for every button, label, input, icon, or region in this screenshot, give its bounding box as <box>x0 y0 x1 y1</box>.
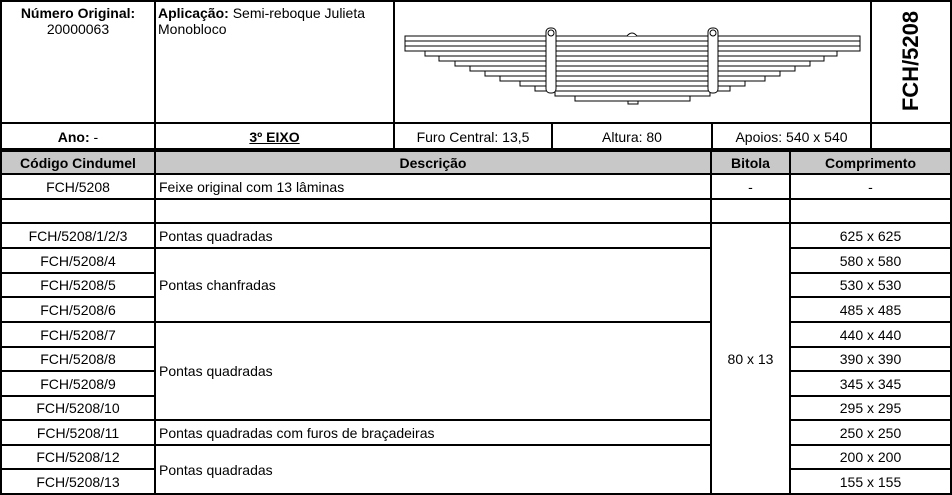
apoios: Apoios: 540 x 540 <box>713 124 872 148</box>
description-cell: Feixe original com 13 lâminas <box>156 175 712 200</box>
code-cell: FCH/5208/12 <box>2 446 156 470</box>
leaf-3 <box>405 46 860 51</box>
bitola-cell: - <box>712 175 791 200</box>
column-header: Descrição <box>156 152 712 175</box>
description-cell: Pontas chanfradas <box>156 249 712 323</box>
code-cell: FCH/5208/8 <box>2 348 156 372</box>
length-cell: 295 x 295 <box>791 397 950 421</box>
numero-original-value: 20000063 <box>46 21 110 37</box>
length-cell: 440 x 440 <box>791 323 950 348</box>
center-bolt-nut <box>628 101 638 104</box>
numero-original-cell <box>2 2 156 124</box>
ano-cell <box>2 124 156 148</box>
length-cell: 250 x 250 <box>791 421 950 446</box>
column-header: Comprimento <box>791 152 950 175</box>
altura: Altura: 80 <box>553 124 713 148</box>
length-cell: - <box>791 175 950 200</box>
leaf-12 <box>555 91 710 96</box>
aplicacao-value: Semi-reboque Julieta Monobloco <box>158 5 365 37</box>
code-cell: FCH/5208/11 <box>2 421 156 446</box>
aplicacao-text <box>156 2 393 37</box>
code-cell: FCH/5208/10 <box>2 397 156 421</box>
header-block <box>0 0 952 150</box>
ano-label: Ano: <box>57 129 90 145</box>
description-cell: Pontas quadradas com furos de braçadeiras <box>156 421 712 446</box>
leaf-spring-drawing-cell <box>395 2 872 124</box>
empty-cell <box>156 200 712 224</box>
leaf-4 <box>425 51 837 56</box>
code-cell: FCH/5208/5 <box>2 274 156 298</box>
leaf-7 <box>470 66 795 71</box>
leaf-6 <box>455 61 810 66</box>
leaf-1 <box>405 36 860 41</box>
right-clamp <box>708 28 718 93</box>
length-cell: 200 x 200 <box>791 446 950 470</box>
empty-cell <box>712 200 791 224</box>
eixo-cell: 3º EIXO <box>156 124 395 148</box>
length-cell: 155 x 155 <box>839 473 902 490</box>
bitola-merged-cell: 80 x 13 <box>712 224 791 493</box>
length-cell: 530 x 530 <box>791 274 950 298</box>
empty-cell <box>791 200 950 224</box>
description-cell: Pontas quadradas <box>156 224 712 249</box>
leaf-8 <box>485 71 780 76</box>
code-cell: FCH/5208 <box>2 175 156 200</box>
empty-cell <box>2 200 156 224</box>
left-clamp <box>546 28 556 93</box>
left-clamp-hole <box>548 30 554 36</box>
column-header: Código Cindumel <box>2 152 156 175</box>
center-bolt-head <box>627 33 637 36</box>
length-cell: 625 x 625 <box>791 224 950 249</box>
length-cell: 580 x 580 <box>791 249 950 274</box>
aplicacao-cell <box>156 2 395 124</box>
length-cell: 390 x 390 <box>791 348 950 372</box>
furo-central: Furo Central: 13,5 <box>395 124 553 148</box>
leaf-11 <box>535 86 730 91</box>
code-cell: FCH/5208/9 <box>2 372 156 397</box>
vertical-code-cell <box>872 2 950 124</box>
description-cell: Pontas quadradas <box>156 446 712 493</box>
leaf-spring-drawing <box>395 2 870 122</box>
code-cell: FCH/5208/7 <box>2 323 156 348</box>
code-cell: FCH/5208/4 <box>2 249 156 274</box>
code-cell: FCH/5208/6 <box>2 298 156 323</box>
aplicacao-label: Aplicação: <box>158 5 229 21</box>
code-cell: FCH/5208/1/2/3 <box>2 224 156 249</box>
description-cell: Pontas quadradas <box>156 323 712 421</box>
length-cell: 485 x 485 <box>791 298 950 323</box>
code-cell: FCH/5208/13 <box>2 470 156 493</box>
length-cell: 345 x 345 <box>791 372 950 397</box>
right-clamp-hole <box>710 30 716 36</box>
leaf-9 <box>500 76 765 81</box>
vertical-code: FCH/5208 <box>898 10 923 112</box>
leaf-13 <box>575 96 690 101</box>
leaf-5 <box>439 56 824 61</box>
numero-original-label: Número Original: <box>20 5 136 21</box>
parts-table <box>0 150 952 495</box>
column-header: Bitola <box>712 152 791 175</box>
leaf-2 <box>405 41 860 46</box>
ano-value: - <box>89 129 99 145</box>
